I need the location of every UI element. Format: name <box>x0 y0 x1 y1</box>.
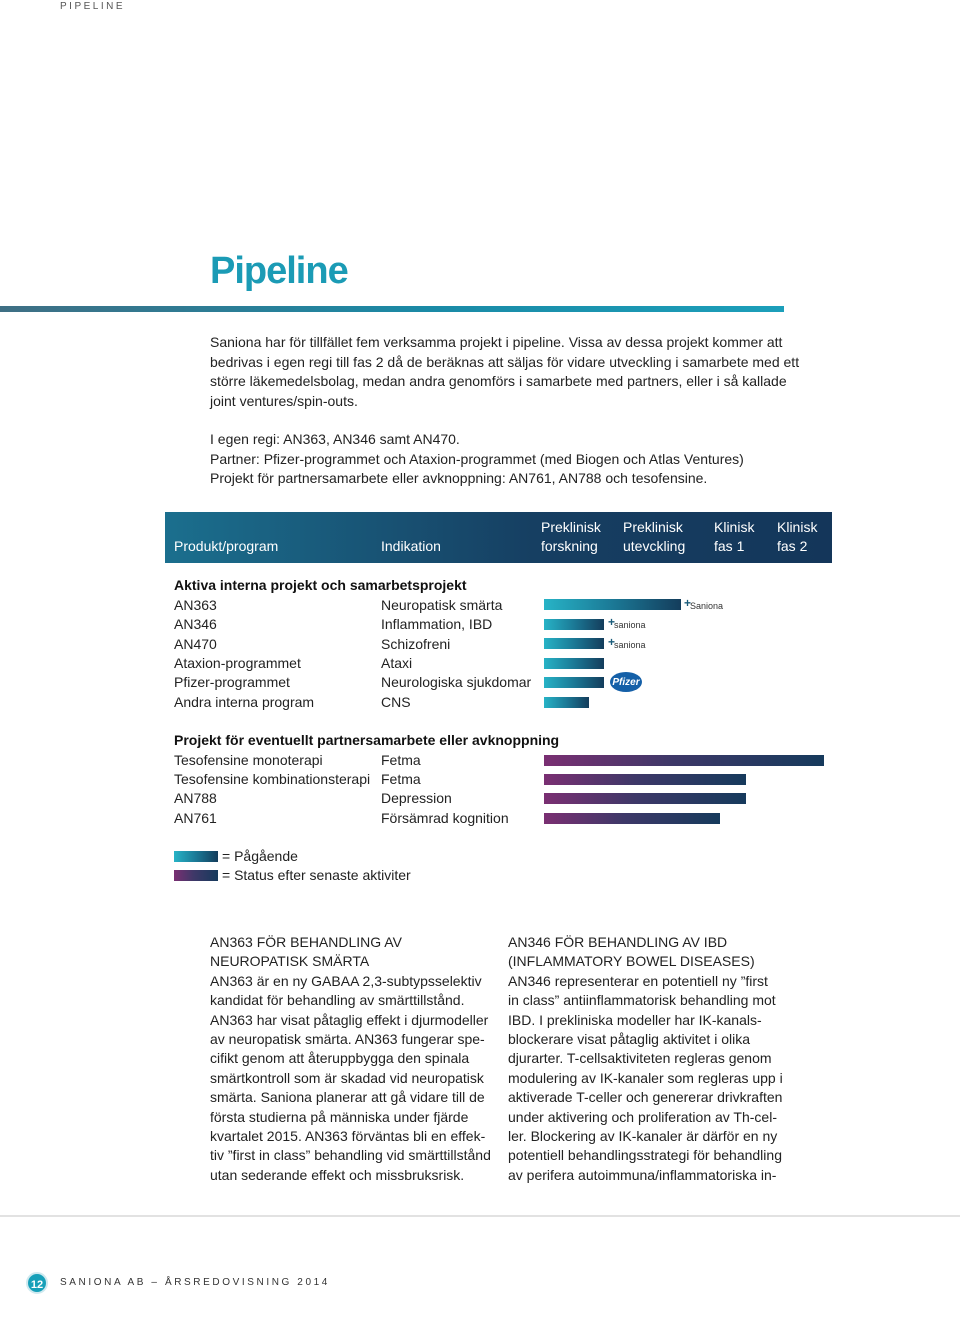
progress-bar <box>544 697 589 708</box>
header-phase4-line2: fas 2 <box>777 538 808 554</box>
table-row-name: Andra interna program <box>174 694 315 710</box>
intro-own-projects: I egen regi: AN363, AN346 samt AN470. <box>210 431 460 447</box>
table-row-indication: Ataxi <box>381 655 413 671</box>
header-phase3-line1: Klinisk <box>714 519 755 535</box>
status-bar <box>544 755 824 766</box>
table-row-indication: Depression <box>381 790 452 806</box>
header-phase1-line2: forskning <box>541 538 598 554</box>
pfizer-logo: Pfizer <box>610 672 642 692</box>
table-row-name: AN363 <box>174 597 217 613</box>
status-bar <box>544 774 746 785</box>
footer-divider <box>0 1215 960 1217</box>
saniona-logo-text: saniona <box>614 620 646 630</box>
intro-partnering-projects: Projekt för partnersamarbete eller avknoppning: AN761, AN788 och tesofensine. <box>210 470 708 486</box>
article-line: blockerare visat påtaglig aktivitet i olika <box>508 1031 751 1048</box>
progress-bar <box>544 638 604 649</box>
article-line: under aktivering och proliferation av Th-cel- <box>508 1108 777 1125</box>
article-line: AN346 representerar en potentiell ny ”first <box>508 972 768 989</box>
legend-ongoing: = Pågående <box>222 848 298 864</box>
plus-icon: + <box>608 635 616 649</box>
article-line: av perifera autoimmuna/inflammatoriska in- <box>508 1166 777 1183</box>
article-an363 <box>210 933 500 1185</box>
footer-text: SANIONA AB – ÅRSREDOVISNING 2014 <box>60 1277 330 1288</box>
article-an346 <box>508 933 798 1185</box>
article-line: utan sederande effekt och missbruksrisk. <box>210 1166 465 1183</box>
section-partner-title: Projekt för eventuellt partnersamarbete eller avknoppning <box>174 732 560 748</box>
article-line: ler. Blockering av IK-kanaler är därför en ny <box>508 1128 778 1145</box>
legend-status: = Status efter senaste aktiviter <box>222 867 411 883</box>
progress-bar <box>544 619 604 630</box>
article-line: IBD. I prekliniska modeller har IK-kanals- <box>508 1011 762 1028</box>
table-row-indication: Fetma <box>381 752 421 768</box>
table-row-indication: Försämrad kognition <box>381 810 509 826</box>
article-an363-heading: NEUROPATISK SMÄRTA <box>210 953 370 970</box>
article-line: djurarter. T-cellsaktiviteten regleras genom <box>508 1050 772 1067</box>
saniona-logo-text: Saniona <box>690 601 724 611</box>
article-line: av neuropatisk smärta. AN363 fungerar spe- <box>210 1031 485 1048</box>
progress-bar <box>544 658 604 669</box>
header-phase3-line2: fas 1 <box>714 538 745 554</box>
article-line: AN363 är en ny GABAA 2,3-subtypsselektiv <box>210 972 482 989</box>
article-an346-heading: (INFLAMMATORY BOWEL DISEASES) <box>508 953 755 970</box>
header-phase2-line1: Preklinisk <box>623 519 683 535</box>
intro-paragraph: Saniona har för tillfället fem verksamma projekt i pipeline. Vissa av dessa projekt kommer att bedrivas i egen regi till fas 2 då de beräknas att säljas för vidare utveckling i samarbete med ett större läkemedelsbolag, medan andra genomförs i samarbete med partners, eller i så kallade joint ventures/spin-outs. <box>210 334 800 409</box>
status-bar <box>544 793 746 804</box>
legend-swatch-status <box>174 870 218 881</box>
article-line: första studierna på människa under fjärde <box>210 1108 469 1125</box>
table-row-name: AN470 <box>174 636 217 652</box>
intro-partner-projects: Partner: Pfizer-programmet och Ataxion-programmet (med Biogen och Atlas Ventures) <box>210 450 744 467</box>
table-row-indication: Neurologiska sjukdomar <box>381 674 532 690</box>
article-line: in class” antiinflammatorisk behandling mot <box>508 992 776 1009</box>
plus-icon: + <box>684 596 692 610</box>
article-line: tiv ”first in class” behandling vid smärttillstånd <box>210 1147 491 1164</box>
article-line: smärta. Saniona planerar att gå vidare till de <box>210 1089 485 1106</box>
table-row-name: Tesofensine monoterapi <box>174 752 323 768</box>
table-row-indication: Inflammation, IBD <box>381 616 493 632</box>
saniona-logo <box>608 615 646 630</box>
header-phase1-line1: Preklinisk <box>541 519 601 535</box>
legend-swatch-ongoing <box>174 851 218 862</box>
table-row-name: Ataxion-programmet <box>174 655 301 671</box>
article-line: AN363 har visat påtaglig effekt i djurmodeller <box>210 1011 489 1028</box>
article-line: kvartalet 2015. AN363 förväntas bli en effek- <box>210 1128 486 1145</box>
table-row-name: AN761 <box>174 810 217 826</box>
status-bar <box>544 813 720 824</box>
header-product: Produkt/program <box>174 538 279 554</box>
page-title: Pipeline <box>210 250 348 292</box>
running-head: PIPELINE <box>60 1 126 12</box>
progress-bar <box>544 677 604 688</box>
pipeline-table-header <box>165 512 832 563</box>
article-an363-heading: AN363 FÖR BEHANDLING AV <box>210 934 402 950</box>
article-line: modulering av IK-kanaler som regleras upp i <box>508 1069 783 1086</box>
table-row-name: AN346 <box>174 616 217 632</box>
table-row-name: Pfizer-programmet <box>174 674 290 690</box>
table-row-indication: Neuropatisk smärta <box>381 597 503 613</box>
page-number: 12 <box>26 1272 48 1294</box>
article-line: aktiverade T-celler och genererar drivkraften <box>508 1089 783 1106</box>
intro-text <box>210 333 810 489</box>
title-rule <box>0 306 784 312</box>
article-line: potentiell behandlingsstrategi för behandling <box>508 1147 782 1164</box>
plus-icon: + <box>608 615 616 629</box>
section-active-title: Aktiva interna projekt och samarbetsprojekt <box>174 577 467 593</box>
table-row-name: Tesofensine kombinationsterapi <box>174 771 371 787</box>
saniona-logo <box>608 635 646 650</box>
progress-bar <box>544 599 681 610</box>
article-an346-heading: AN346 FÖR BEHANDLING AV IBD <box>508 934 728 950</box>
header-phase2-line2: utevckling <box>623 538 686 554</box>
article-line: smärtkontroll som är skadad vid neuropatisk <box>210 1069 484 1086</box>
table-row-indication: Schizofreni <box>381 636 451 652</box>
table-row-name: AN788 <box>174 790 217 806</box>
article-line: kandidat för behandling av smärttillstånd. <box>210 992 465 1009</box>
saniona-logo-text: saniona <box>614 640 646 650</box>
table-row-indication: CNS <box>381 694 411 710</box>
header-phase4-line1: Klinisk <box>777 519 818 535</box>
saniona-logo <box>684 596 724 611</box>
header-indication: Indikation <box>381 538 441 554</box>
table-row-indication: Fetma <box>381 771 421 787</box>
article-line: cifikt genom att återuppbygga den spinala <box>210 1050 470 1067</box>
